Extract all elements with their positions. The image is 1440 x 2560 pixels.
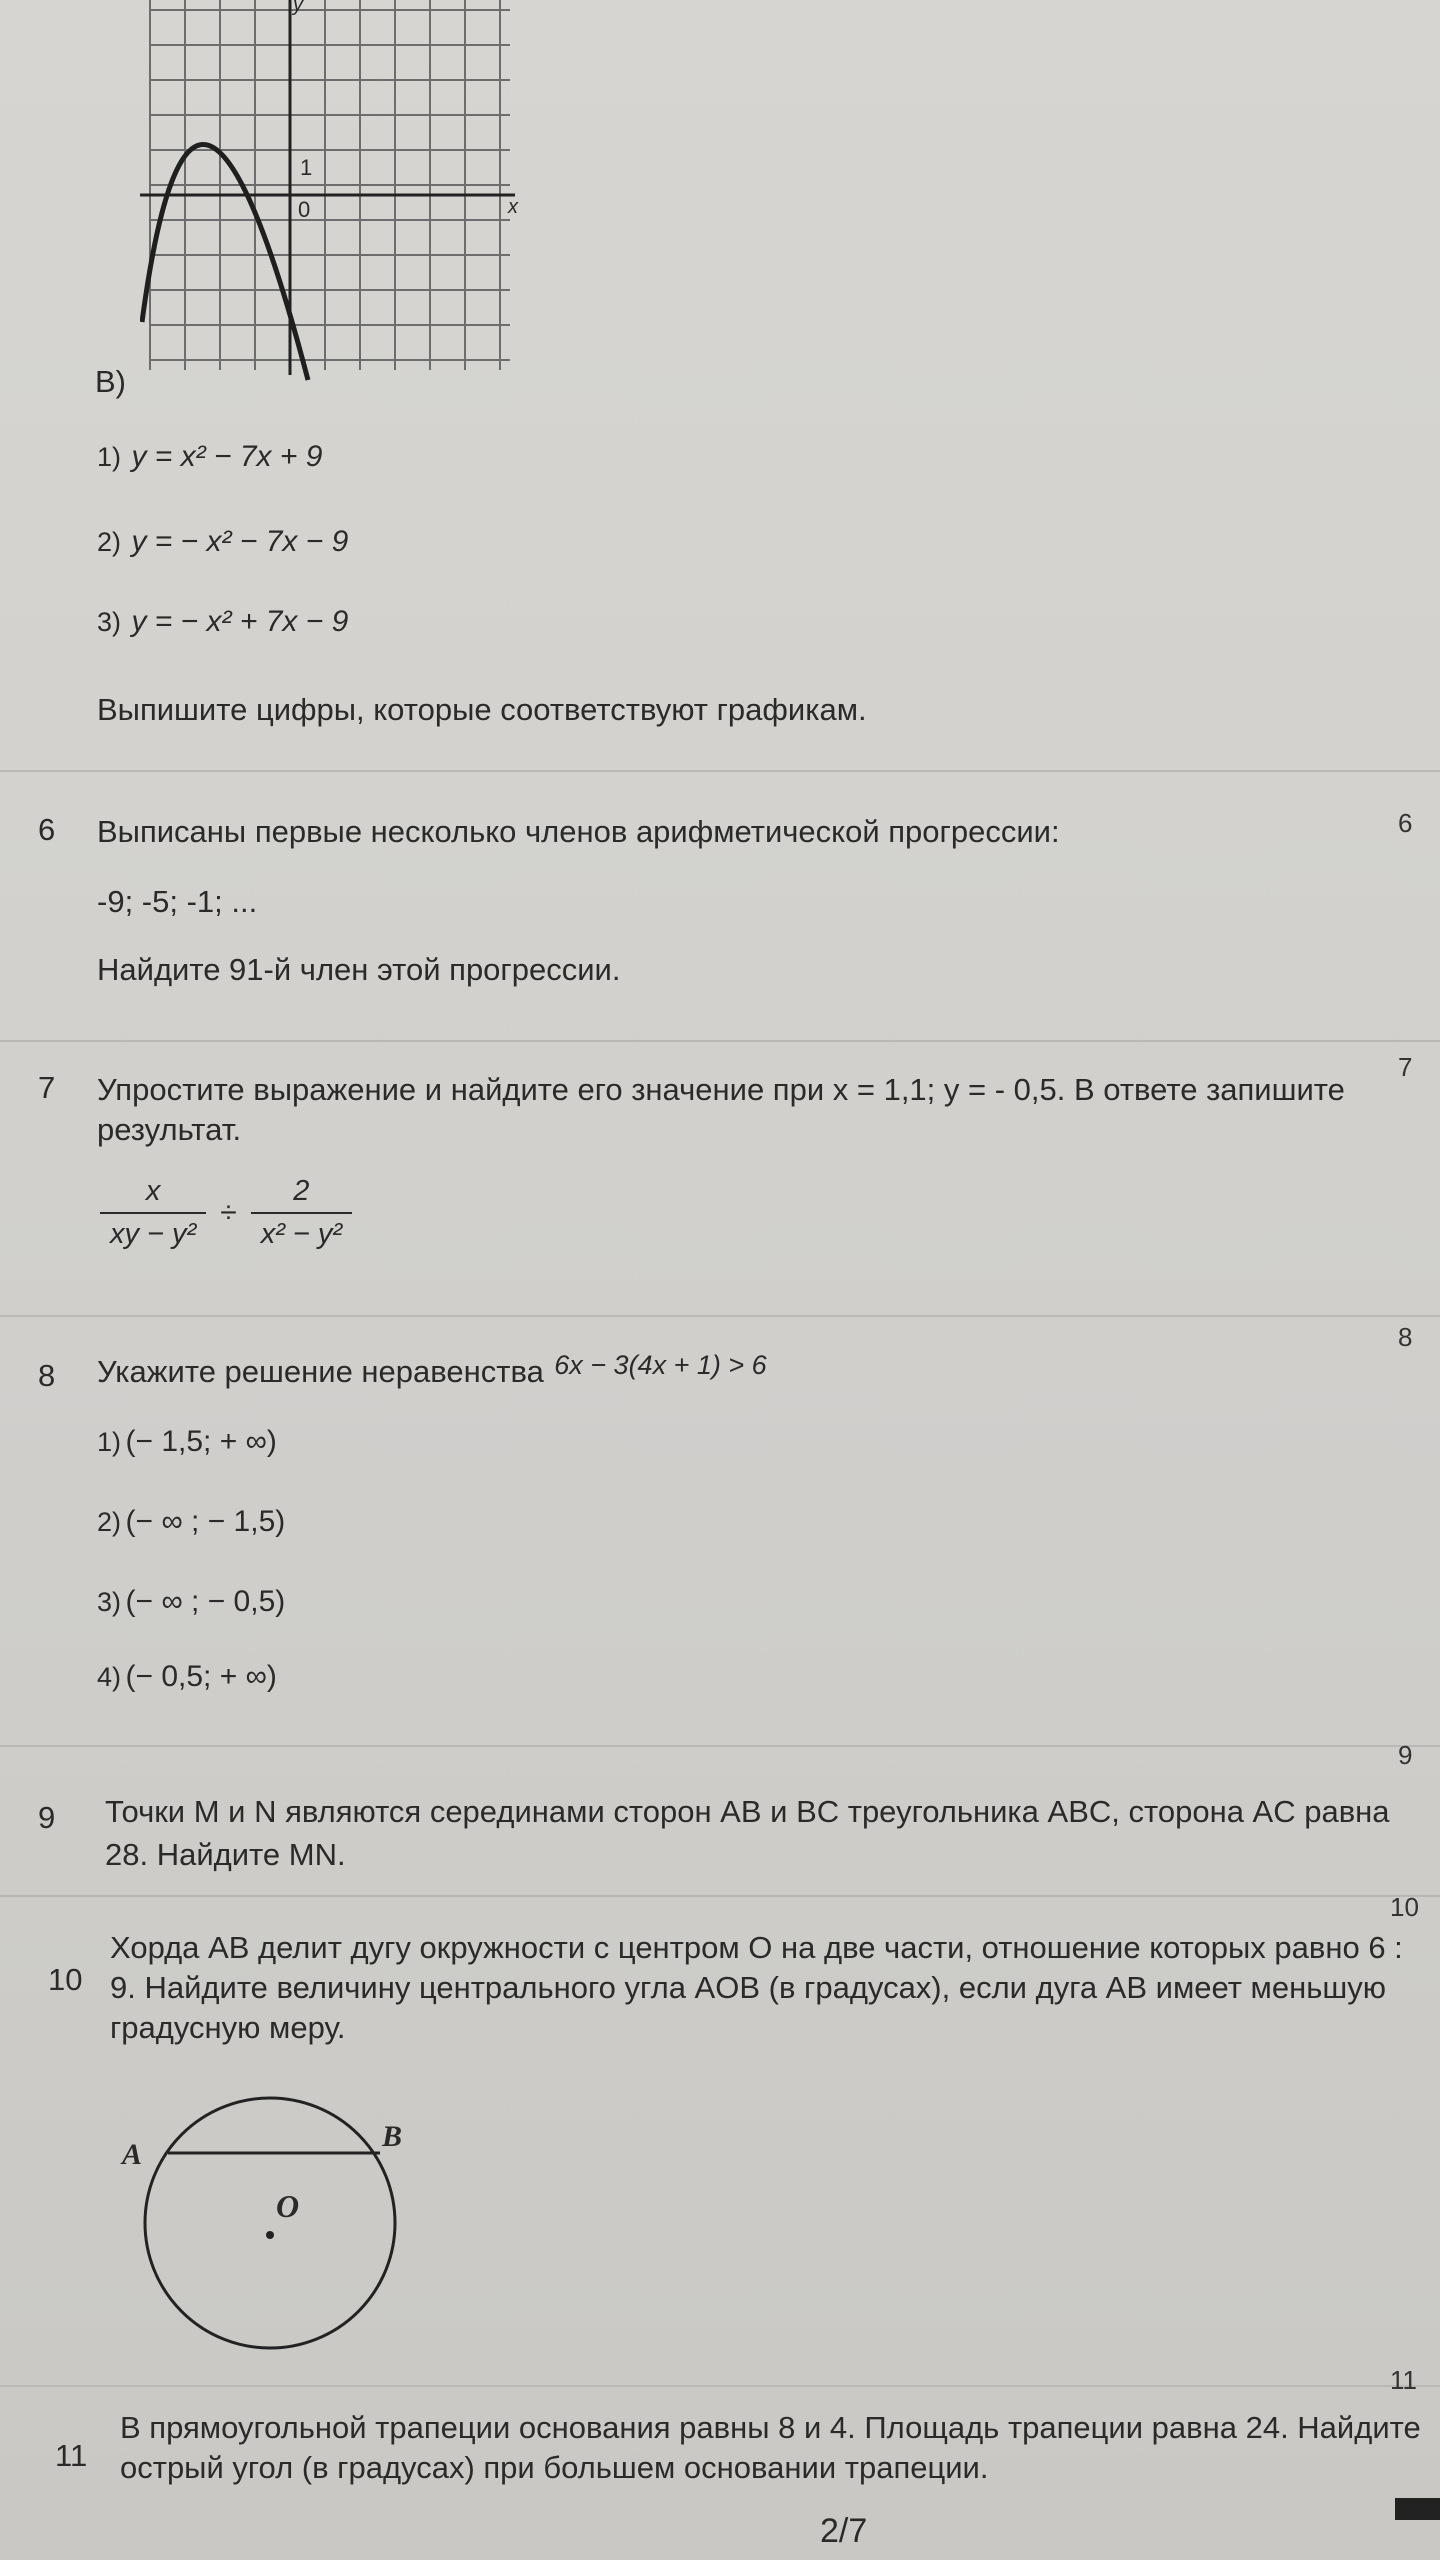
fraction-bar: [100, 1212, 206, 1214]
option-value: (− ∞ ; − 1,5): [125, 1505, 286, 1538]
q10-line-2: 9. Найдите величину центрального угла AOB (в градусах), если дуга AB имеет меньшую: [110, 1970, 1386, 2005]
q5-option-2: [97, 525, 348, 559]
q5-option-3: [97, 605, 348, 639]
q6-number: 6: [38, 812, 56, 847]
option-number: 3): [97, 1587, 122, 1617]
fraction-2: [251, 1175, 352, 1251]
page-number: 2/7: [820, 2512, 868, 2550]
parabola-graph: [140, 0, 520, 385]
q6-side-number: 6: [1398, 808, 1413, 838]
q8-text: Укажите решение неравенства: [97, 1354, 544, 1389]
y-axis-label: y: [293, 0, 303, 16]
q10-number: 10: [48, 1962, 83, 1997]
option-expression: y = − x² − 7x − 9: [131, 525, 349, 558]
q10-side-number: 10: [1390, 1892, 1419, 1922]
q9-side-number: 9: [1398, 1740, 1413, 1770]
graph-part-label: В): [95, 364, 126, 399]
point-b-label: B: [382, 2120, 403, 2153]
divider: [0, 1895, 1440, 1897]
option-value: (− ∞ ; − 0,5): [125, 1585, 286, 1618]
q6-sequence: -9; -5; -1; ...: [97, 884, 258, 919]
q11-side-number: 11: [1390, 2365, 1417, 2395]
tick-label-1: 1: [300, 155, 313, 180]
q7-number: 7: [38, 1070, 56, 1105]
divider: [0, 1315, 1440, 1317]
option-number: 2): [97, 527, 122, 557]
divider: [0, 2385, 1440, 2387]
option-number: 1): [97, 1427, 122, 1457]
q7-side-number: 7: [1398, 1052, 1413, 1082]
option-value: (− 0,5; + ∞): [125, 1660, 277, 1693]
q8-option-1: [97, 1425, 277, 1459]
q10-line-1: Хорда AB делит дугу окружности с центром O на две части, отношение которых равно 6 :: [110, 1930, 1403, 1965]
q7-text-line-1: Упростите выражение и найдите его значение при x = 1,1; y = - 0,5. В ответе запишите: [97, 1072, 1345, 1107]
divider: [0, 1040, 1440, 1042]
divider: [0, 770, 1440, 772]
q8-option-3: [97, 1585, 285, 1619]
divider: [0, 1745, 1440, 1747]
corner-mark: [1395, 2498, 1440, 2520]
fraction-bar: [251, 1212, 352, 1214]
q9-line-2: 28. Найдите MN.: [105, 1837, 346, 1872]
point-a-label: A: [122, 2138, 143, 2171]
x-axis-label: x: [508, 196, 518, 218]
option-number: 4): [97, 1662, 122, 1692]
q7-text-line-2: результат.: [97, 1112, 242, 1147]
q9-number: 9: [38, 1800, 56, 1835]
fraction-2-denominator: x² − y²: [260, 1218, 343, 1250]
q6-text: Выписаны первые несколько членов арифметической прогрессии:: [97, 814, 1060, 849]
q8-option-4: [97, 1660, 277, 1694]
q8-option-2: [97, 1505, 285, 1539]
option-number: 2): [97, 1507, 122, 1537]
q5-instruction: Выпишите цифры, которые соответствуют графикам.: [97, 692, 867, 727]
fraction-1: [100, 1175, 206, 1251]
q8-question: [97, 1352, 767, 1392]
option-expression: y = − x² + 7x − 9: [131, 605, 349, 638]
center-o-label: O: [276, 2188, 300, 2224]
q8-inequality: 6x − 3(4x + 1) > 6: [554, 1350, 767, 1380]
q5-option-1: [97, 440, 322, 474]
q10-line-3: градусную меру.: [110, 2010, 346, 2045]
option-number: 1): [97, 442, 122, 472]
option-expression: y = x² − 7x + 9: [131, 440, 323, 473]
q11-line-1: В прямоугольной трапеции основания равны 8 и 4. Площадь трапеции равна 24. Найдите: [120, 2410, 1421, 2445]
q6-task: Найдите 91-й член этой прогрессии.: [97, 952, 621, 987]
q8-side-number: 8: [1398, 1322, 1413, 1352]
fraction-1-denominator: xy − y²: [110, 1218, 197, 1250]
origin-label: 0: [298, 197, 311, 222]
option-value: (− 1,5; + ∞): [125, 1425, 277, 1458]
q11-line-2: острый угол (в градусах) при большем основании трапеции.: [120, 2450, 989, 2485]
option-number: 3): [97, 607, 122, 637]
division-sign: ÷: [220, 1196, 237, 1229]
q8-number: 8: [38, 1358, 56, 1393]
fraction-1-numerator: x: [145, 1175, 161, 1207]
q7-expression: [100, 1175, 352, 1251]
fraction-2-numerator: 2: [293, 1175, 310, 1207]
q9-line-1: Точки M и N являются серединами сторон AB и BC треугольника ABC, сторона AC равна: [105, 1794, 1390, 1829]
q11-number: 11: [55, 2438, 88, 2473]
